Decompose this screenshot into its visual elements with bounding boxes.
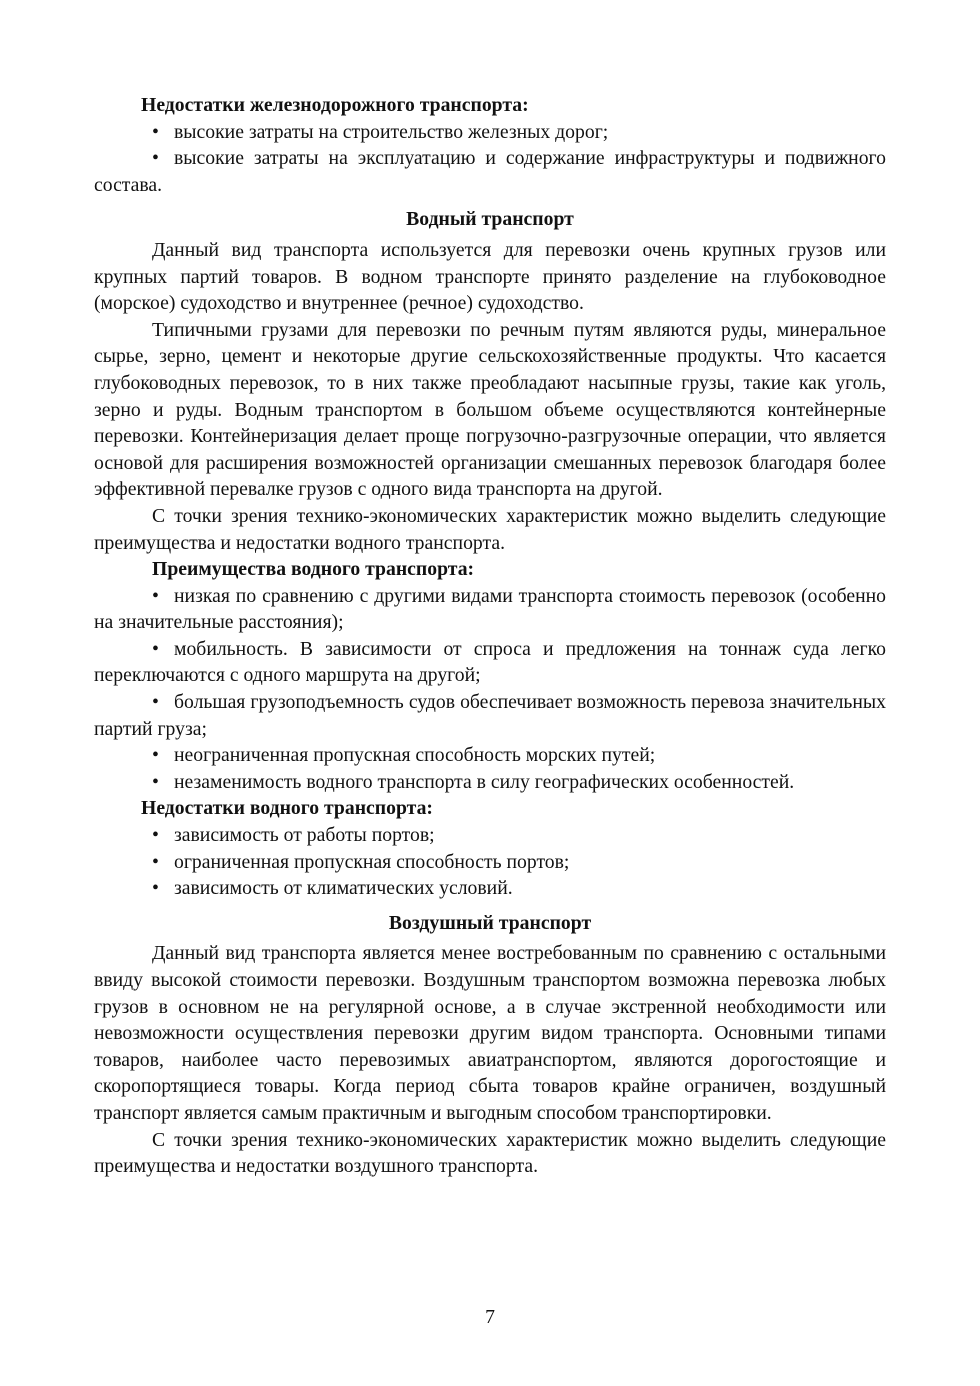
list-item: • мобильность. В зависимости от спроса и предложения на тоннаж суда легко переключаются с одного маршрута на другой;	[94, 636, 886, 689]
list-item: • высокие затраты на строительство железных дорог;	[94, 119, 886, 146]
list-item: • низкая по сравнению с другими видами транспорта стоимость перевозок (особенно на значительные расстояния);	[94, 583, 886, 636]
list-item: • неограниченная пропускная способность морских путей;	[94, 742, 886, 769]
list-item: • зависимость от климатических условий.	[94, 875, 886, 902]
page-number: 7	[485, 1306, 495, 1328]
list-item: • зависимость от работы портов;	[94, 822, 886, 849]
rail-cons-heading: Недостатки железнодорожного транспорта:	[141, 94, 529, 116]
air-section-title: Воздушный транспорт	[388, 911, 592, 934]
water-section-title: Водный транспорт	[406, 208, 574, 231]
paragraph: С точки зрения технико-экономических характеристик можно выделить следующие преимущества и недостатки водного транспорта.	[94, 504, 886, 554]
list-item: • высокие затраты на эксплуатацию и содержание инфраструктуры и подвижного состава.	[94, 145, 886, 198]
paragraph: С точки зрения технико-экономических характеристик можно выделить следующие преимущества и недостатки воздушного транспорта.	[94, 1128, 886, 1178]
paragraph: Типичными грузами для перевозки по речным путям являются руды, минеральное сырье, зерно, цемент и некоторые другие сельскохозяйственные продукты. Что касается глубоководных перевозок, то в них также преобладают насыпные грузы, такие как уголь, зерно и руды. Водным транспортом в большом объеме осуществляются контейнерные перевозки. Контейнеризация делает проще погрузочно-разгрузочные операции, что является основой для расширения возможностей организации смешанных перевозок благодаря более эффективной перевалке грузов с одного вида транспорта на другой.	[94, 318, 886, 501]
water-pros-heading: Преимущества водного транспорта:	[152, 558, 475, 581]
list-item: • ограниченная пропускная способность портов;	[94, 849, 886, 876]
list-item: • большая грузоподъемность судов обеспечивает возможность перевоза значительных партий груза;	[94, 689, 886, 742]
water-cons-heading: Недостатки водного транспорта:	[141, 797, 433, 820]
paragraph: Данный вид транспорта является менее востребованным по сравнению с остальными ввиду высокой стоимости перевозки. Воздушным транспортом возможна перевозка любых грузов в основном не на регулярной основе, а в случае экстренной необходимости или невозможности осуществления перевозки другим видом транспорта. Основными типами товаров, наиболее часто перевозимых авиатранспортом, являются дорогостоящие и скоропортящиеся товары. Когда период сбыта товаров крайне ограничен, воздушный транспорт является самым практичным и выгодным способом транспортировки.	[94, 942, 886, 1124]
page-content	[94, 92, 886, 1180]
list-item: • незаменимость водного транспорта в силу географических особенностей.	[94, 769, 886, 796]
paragraph: Данный вид транспорта используется для перевозки очень крупных грузов или крупных партий товаров. В водном транспорте принято разделение на глубоководное (морское) судоходство и внутреннее (речное) судоходство.	[94, 238, 886, 315]
